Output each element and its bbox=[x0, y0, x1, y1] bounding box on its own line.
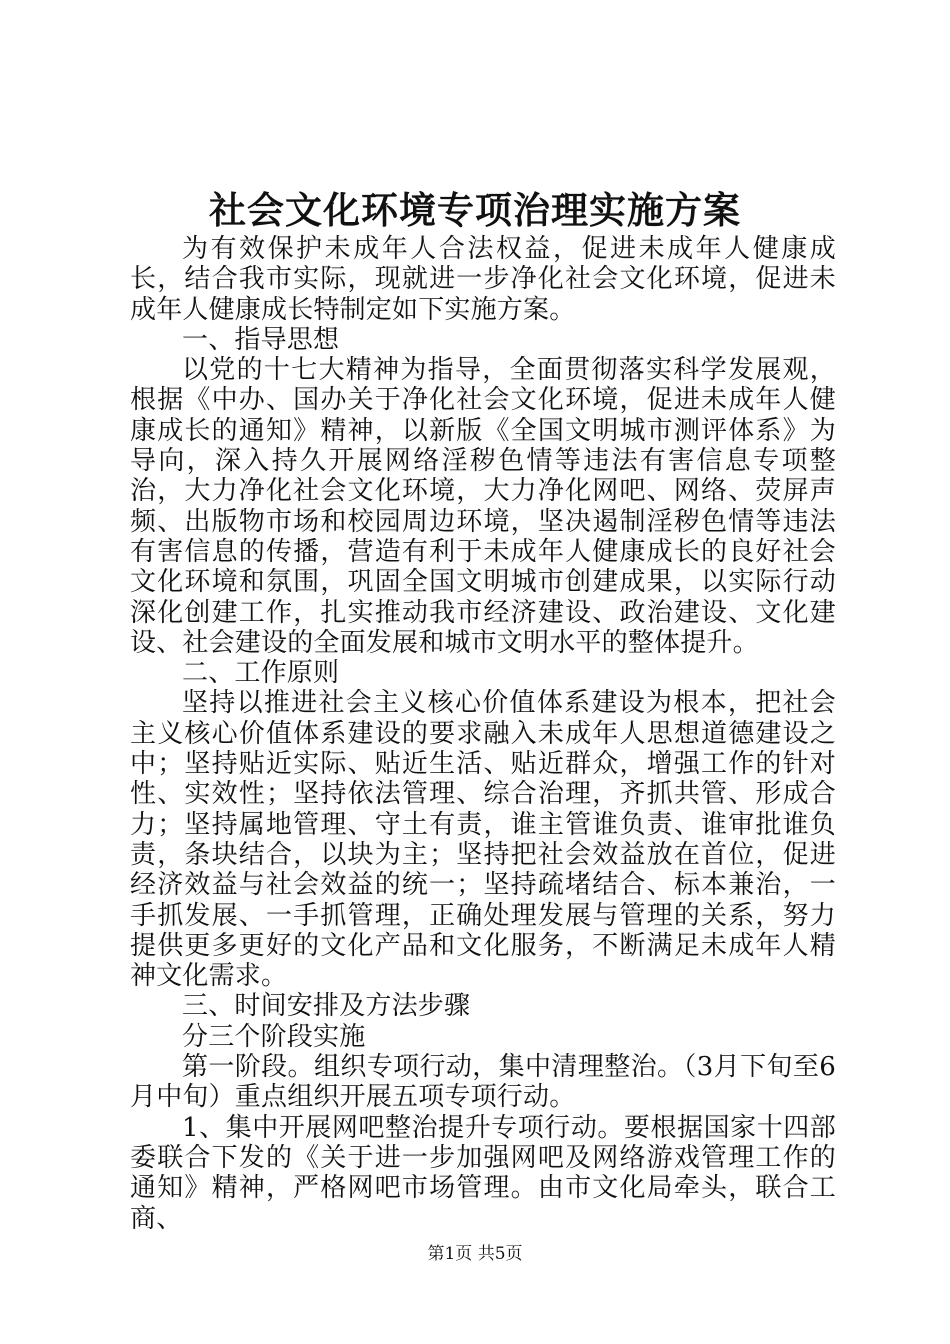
page-footer: 第1页 共5页 bbox=[427, 1244, 523, 1264]
paragraph-work-principles: 坚持以推进社会主义核心价值体系建设为根本，把社会主义核心价值体系建设的要求融入未成年人思想道德建设之中；坚持贴近实际、贴近生活、贴近群众，增强工作的针对性、实效性；坚持依法管理、综合治理，齐抓共管、形成合力；坚持属地管理、守土有责，谁主管谁负责、谁审批谁负责，条块结合，以块为主；坚持把社会效益放在首位，促进经济效益与社会效益的统一；坚持疏堵结合、标本兼治，一手抓发展、一手抓管理，正确处理发展与管理的关系，努力提供更多更好的文化产品和文化服务，不断满足未成年人精神文化需求。 bbox=[130, 688, 836, 992]
paragraph-item-one: 1、集中开展网吧整治提升专项行动。要根据国家十四部委联合下发的《关于进一步加强网吧及网络游戏管理工作的通知》精神，严格网吧市场管理。由市文化局牵头，联合工商、 bbox=[130, 1112, 836, 1234]
paragraph-three-stages: 分三个阶段实施 bbox=[182, 1021, 366, 1052]
section-heading-schedule: 三、时间安排及方法步骤 bbox=[182, 991, 471, 1022]
section-heading-guiding-ideology: 一、指导思想 bbox=[182, 324, 340, 355]
paragraph-guiding-ideology: 以党的十七大精神为指导，全面贯彻落实科学发展观，根据《中办、国办关于净化社会文化环境，促进未成年人健康成长的通知》精神，以新版《全国文明城市测评体系》为导向，深入持久开展网络淫秽色情等违法有害信息专项整治，大力净化社会文化环境，大力净化网吧、网络、荧屏声频、出版物市场和校园周边环境，坚决遏制淫秽色情等违法有害信息的传播，营造有利于未成年人健康成长的良好社会文化环境和氛围，巩固全国文明城市创建成果，以实际行动深化创建工作，扎实推动我市经济建设、政治建设、文化建设、社会建设的全面发展和城市文明水平的整体提升。 bbox=[130, 355, 836, 658]
section-heading-work-principles: 二、工作原则 bbox=[182, 658, 340, 689]
document-body bbox=[130, 234, 836, 1234]
paragraph-intro: 为有效保护未成年人合法权益，促进未成年人健康成长，结合我市实际，现就进一步净化社会文化环境，促进未成年人健康成长特制定如下实施方案。 bbox=[130, 234, 836, 325]
paragraph-stage-one: 第一阶段。组织专项行动，集中清理整治。（3月下旬至6月中旬）重点组织开展五项专项行动。 bbox=[130, 1052, 836, 1113]
document-title: 社会文化环境专项治理实施方案 bbox=[209, 188, 741, 232]
